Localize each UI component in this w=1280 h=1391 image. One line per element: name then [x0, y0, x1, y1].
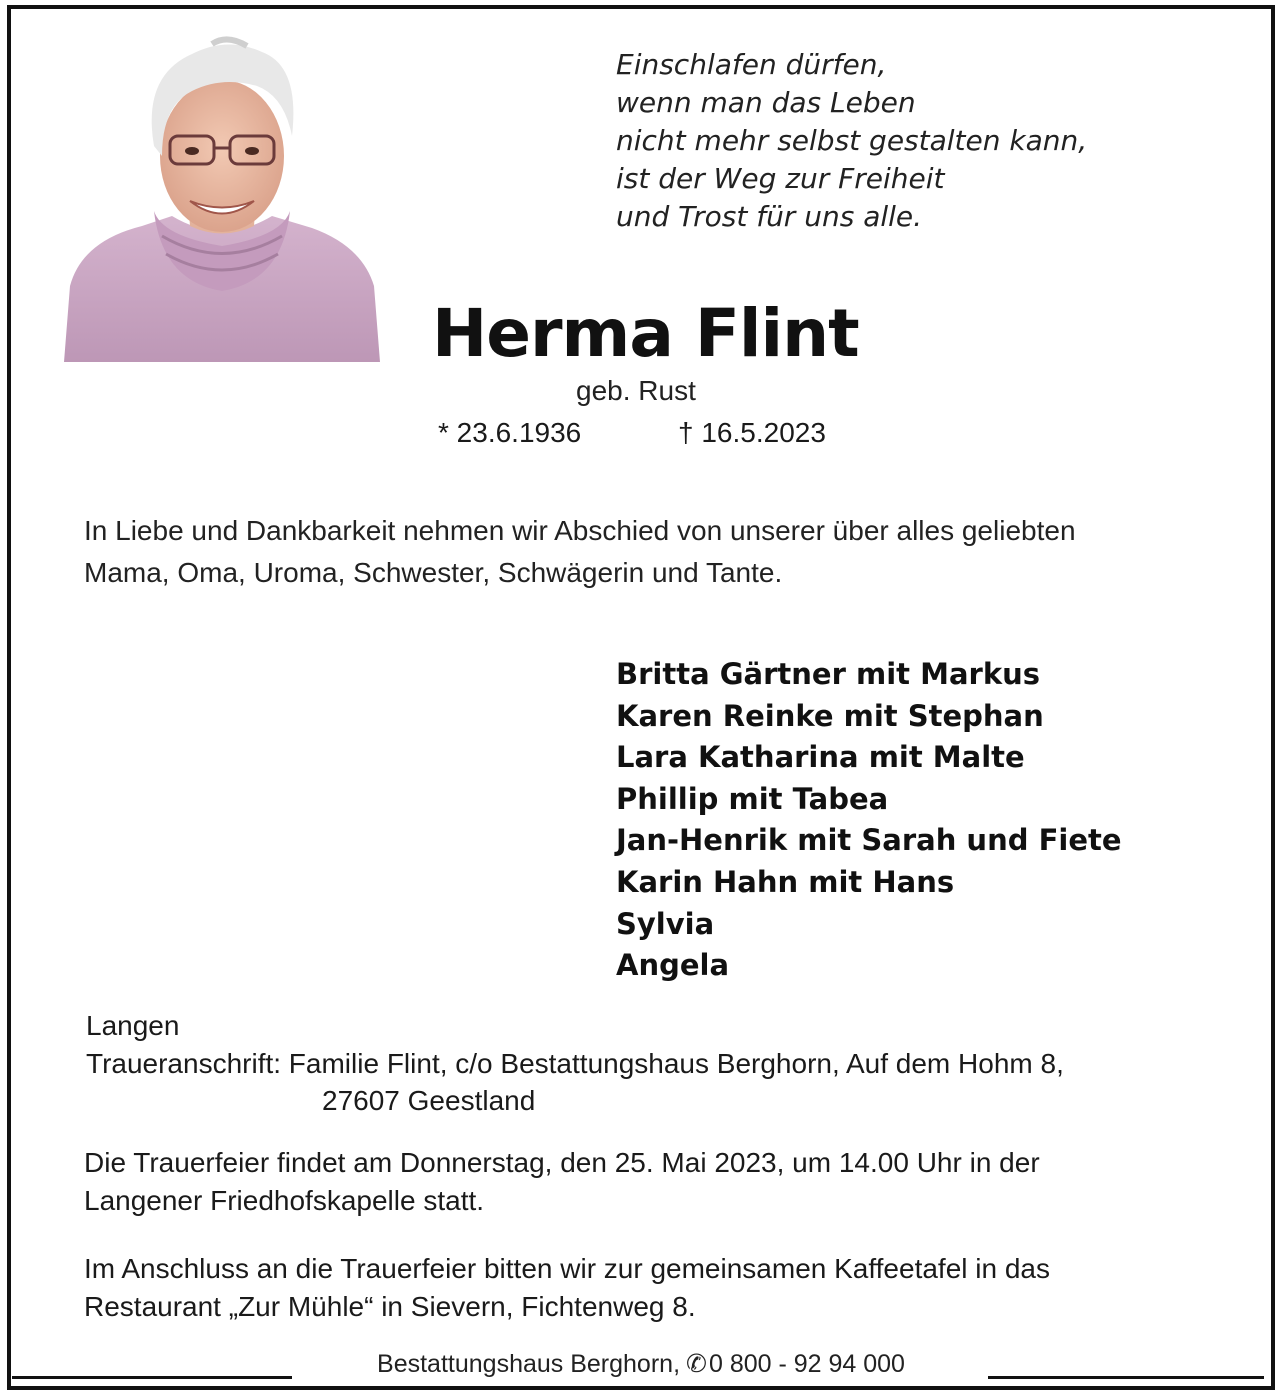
poem-line: und Trost für uns alle. — [616, 200, 923, 233]
coffee-line: Im Anschluss an die Trauerfeier bitten wir zur gemeinsamen Kaffeetafel in das — [84, 1253, 1050, 1284]
farewell-line: Mama, Oma, Uroma, Schwester, Schwägerin und Tante. — [84, 557, 783, 588]
mourner-name: Karen Reinke mit Stephan — [616, 698, 1044, 733]
mourner-name: Lara Katharina mit Malte — [616, 740, 1025, 775]
mourner-name: Jan-Henrik mit Sarah und Fiete — [616, 823, 1122, 858]
mourning-address: Traueranschrift: Familie Flint, c/o Bestattungshaus Berghorn, Auf dem Hohm 8, — [86, 1048, 1064, 1079]
ceremony-line: Die Trauerfeier findet am Donnerstag, den 25. Mai 2023, um 14.00 Uhr in der — [84, 1147, 1040, 1178]
funeral-home-phone: 0 800 - 92 94 000 — [708, 1350, 905, 1378]
farewell-text — [84, 510, 1214, 594]
place-name: Langen — [86, 1010, 180, 1041]
poem-line: wenn man das Leben — [616, 86, 916, 119]
deceased-name: Herma Flint — [432, 295, 859, 372]
mourner-name: Karin Hahn mit Hans — [616, 864, 955, 899]
mourner-name: Britta Gärtner mit Markus — [616, 657, 1041, 691]
farewell-line: In Liebe und Dankbarkeit nehmen wir Abschied von unserer über alles geliebten — [84, 515, 1076, 546]
poem — [616, 46, 1216, 236]
phone-icon: ✆ — [686, 1350, 707, 1378]
mourner-name: Angela — [616, 948, 730, 983]
mourning-address-city: 27607 Geestland — [322, 1085, 536, 1116]
poem-line: Einschlafen dürfen, — [616, 48, 887, 81]
mourner-name: Phillip mit Tabea — [616, 781, 889, 816]
coffee-line: Restaurant „Zur Mühle“ in Sievern, Fichtenweg 8. — [84, 1291, 696, 1322]
maiden-name: geb. Rust — [576, 375, 696, 406]
funeral-home-name: Bestattungshaus Berghorn, — [377, 1350, 681, 1378]
footer-rule-right — [988, 1376, 1264, 1379]
funeral-home-footer — [296, 1348, 986, 1380]
poem-line: ist der Weg zur Freiheit — [616, 162, 945, 195]
footer-rule-left — [12, 1376, 292, 1379]
coffee-info — [84, 1250, 1214, 1326]
birth-date: * 23.6.1936 — [438, 417, 582, 448]
ceremony-line: Langener Friedhofskapelle statt. — [84, 1185, 485, 1216]
mourners-list — [616, 654, 1216, 987]
portrait-photo — [62, 36, 380, 362]
ceremony-info — [84, 1144, 1214, 1220]
poem-line: nicht mehr selbst gestalten kann, — [616, 124, 1088, 157]
death-date: † 16.5.2023 — [678, 417, 826, 448]
mourner-name: Sylvia — [616, 906, 715, 941]
